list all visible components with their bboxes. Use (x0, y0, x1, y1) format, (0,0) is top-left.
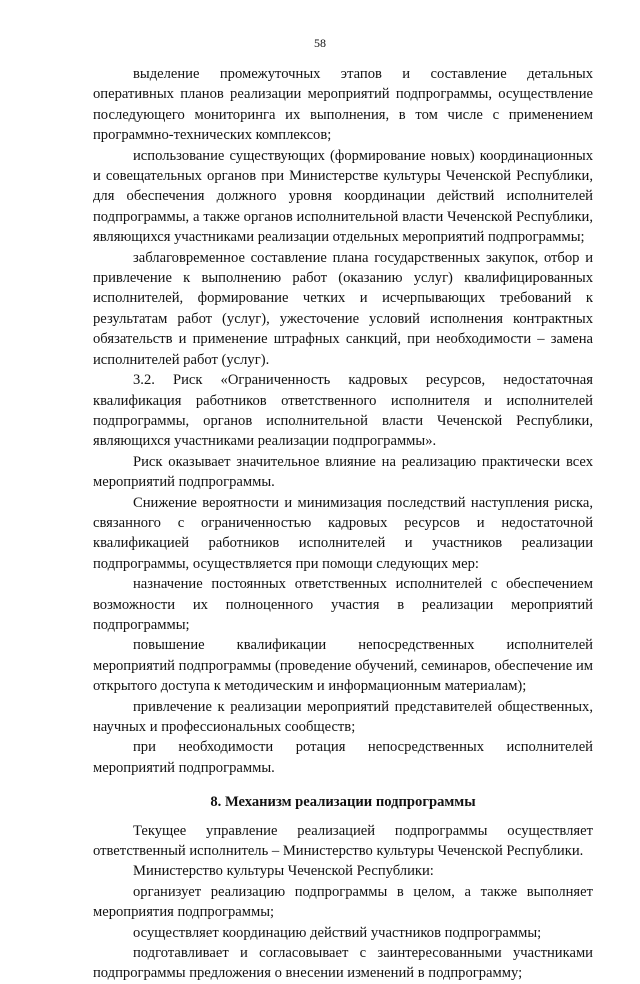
paragraph: подготавливает и согласовывает с заинтересованными участниками подпрограммы предложения о внесении изменений в подпрограмму; (93, 945, 593, 982)
section-heading: 8. Механизм реализации подпрограммы (210, 794, 476, 811)
page-body (93, 64, 593, 984)
paragraph: использование существующих (формирование новых) координационных и совещательных органов при Министерстве культуры Чеченской Республики, для обеспечения должного уровня координации действий исполнителей подпрограммы, а также органов исполнительной власти Чеченской Республики, являющихся участниками реализации отдельных мероприятий подпрограммы; (93, 147, 593, 246)
paragraph: 3.2. Риск «Ограниченность кадровых ресурсов, недостаточная квалификация работников ответственного исполнителя и исполнителей подпрограммы, органов исполнительной власти Чеченской Республики, являющихся участниками реализации подпрограммы». (93, 372, 593, 450)
paragraph: Министерство культуры Чеченской Республики: (133, 863, 434, 880)
paragraph: Снижение вероятности и минимизация последствий наступления риска, связанного с ограниченностью кадровых ресурсов и недостаточной квалификацией работников исполнителей и участников реализации подпрограммы, осуществляется при помощи следующих мер: (93, 494, 593, 572)
paragraph: осуществляет координацию действий участников подпрограммы; (133, 924, 542, 941)
paragraph: заблаговременное составление плана государственных закупок, отбор и привлечение к выполнению работ (оказанию услуг) квалифицированных исполнителей, формирование четких и исчерпывающих требований к результатам работ (услуг), ужесточение условий исполнения контрактных обязательств и применение штрафных санкций, при необходимости – замена исполнителей работ (услуг). (93, 249, 593, 368)
page-number: 58 (314, 36, 326, 50)
paragraph: повышение квалификации непосредственных исполнителей мероприятий подпрограммы (проведение обучений, семинаров, обеспечение им открытого доступа к методическим и информационным материалам); (93, 637, 593, 695)
paragraph: Риск оказывает значительное влияние на реализацию практически всех мероприятий подпрограммы. (93, 453, 593, 491)
paragraph: назначение постоянных ответственных исполнителей с обеспечением возможности их полноценного участия в реализации мероприятий подпрограммы; (93, 576, 593, 633)
paragraph: Текущее управление реализацией подпрограммы осуществляет ответственный исполнитель – Министерство культуры Чеченской Республики. (93, 822, 593, 860)
paragraph: при необходимости ротация непосредственных исполнителей мероприятий подпрограммы. (93, 739, 593, 776)
paragraph: привлечение к реализации мероприятий представителей общественных, научных и профессиональных сообществ; (93, 698, 593, 735)
paragraph: выделение промежуточных этапов и составление детальных оперативных планов реализации мероприятий подпрограммы, осуществление последующего мониторинга их выполнения, в том числе с применением программно-технических комплексов; (93, 66, 593, 144)
paragraph: организует реализацию подпрограммы в целом, а также выполняет мероприятия подпрограммы; (93, 883, 593, 921)
